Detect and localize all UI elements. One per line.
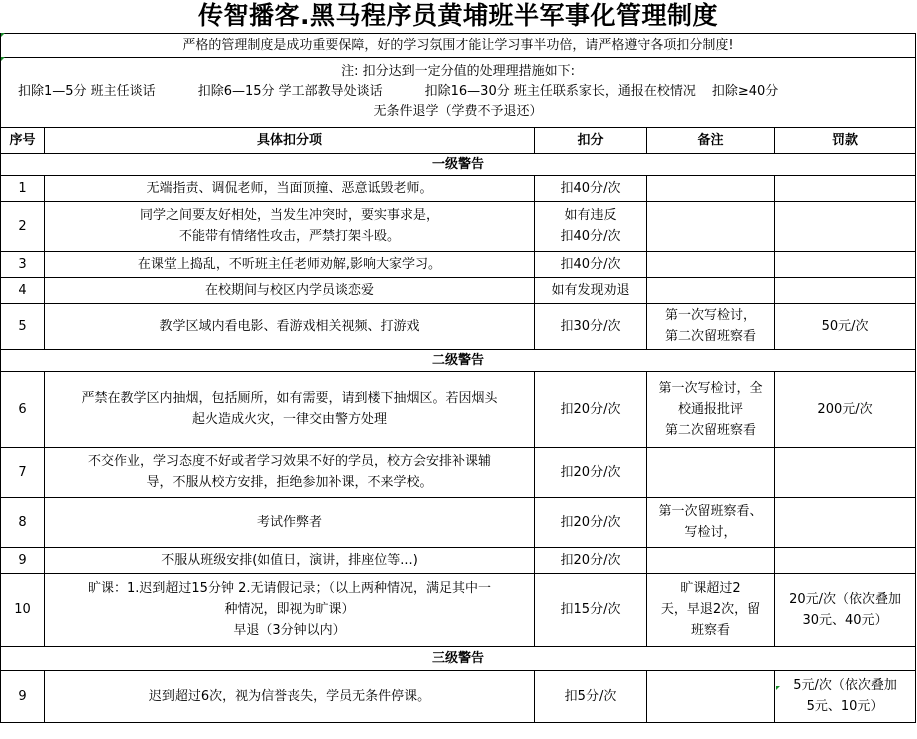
row-fine	[775, 201, 916, 251]
row-number: 9	[1, 670, 45, 722]
row-fine-line: 20元/次（依次叠加	[789, 591, 901, 607]
row-remark-line: 第一次写检讨，全	[658, 380, 763, 396]
notes-line-1: 注: 扣分达到一定分值的处理理措施如下:	[341, 64, 575, 79]
row-item-line: 种情况，即视为旷课）	[224, 602, 355, 617]
row-fine	[775, 251, 916, 277]
notes-line-3: 无条件退学（学费不予退还）	[373, 104, 543, 119]
row-remark	[647, 201, 775, 251]
row-number: 6	[1, 371, 45, 447]
row-fine-line: 5元、10元）	[806, 699, 884, 714]
row-item	[45, 497, 535, 547]
table-row	[1, 573, 916, 646]
section-level-1: 一级警告	[1, 153, 916, 175]
row-fine	[775, 497, 916, 547]
rule-2: 扣除6—15分 学工部教导处谈话	[197, 84, 383, 99]
row-number: 8	[1, 497, 45, 547]
row-item-line: 不能带有情绪性攻击，严禁打架斗殴。	[178, 229, 400, 244]
row-remark-line: 写检讨，	[684, 525, 737, 540]
row-item-line: 导，不服从校方安排，拒绝参加补课，不来学校。	[146, 475, 433, 490]
row-deduct	[535, 201, 647, 251]
row-remark	[647, 547, 775, 573]
row-item-line: 在校期间与校区内学员谈恋爱	[204, 282, 374, 298]
row-deduct-line: 如有违反	[564, 208, 617, 223]
row-deduct	[535, 497, 647, 547]
row-item	[45, 573, 535, 646]
table-row	[1, 547, 916, 573]
row-fine	[775, 547, 916, 573]
row-fine-line: 50元/次	[821, 318, 869, 334]
row-deduct	[535, 303, 647, 349]
row-fine-line: 5元/次（依次叠加	[793, 678, 897, 693]
row-item	[45, 670, 535, 722]
row-item-line: 起火造成火灾，一律交由警方处理	[191, 412, 387, 427]
row-remark	[647, 447, 775, 497]
row-number: 1	[1, 175, 45, 201]
table-row	[1, 303, 916, 349]
row-item-line: 严禁在教学区内抽烟，包括厕所，如有需要，请到楼下抽烟区。若因烟头	[81, 391, 498, 406]
row-item	[45, 371, 535, 447]
row-deduct	[535, 175, 647, 201]
row-item	[45, 447, 535, 497]
row-item	[45, 547, 535, 573]
row-deduct	[535, 277, 647, 303]
row-deduct-line: 扣20分/次	[560, 514, 621, 530]
row-item-line: 不交作业，学习态度不好或者学习效果不好的学员，校方会安排补课辅	[87, 454, 491, 469]
row-fine	[775, 573, 916, 646]
row-fine-line: 200元/次	[817, 401, 873, 417]
rule-1: 扣除1—5分 班主任谈话	[18, 84, 156, 99]
row-item	[45, 303, 535, 349]
section-level-2: 二级警告	[1, 349, 916, 371]
row-item-line: 不服从班级安排(如值日，演讲，排座位等...)	[161, 552, 418, 568]
notes-line-2	[4, 82, 912, 102]
row-remark	[647, 175, 775, 201]
row-deduct-line: 扣5分/次	[564, 688, 617, 704]
page-title: 传智播客.黑马程序员黄埔班半军事化管理制度	[1, 0, 916, 33]
header-row	[1, 127, 916, 153]
header-no: 序号	[1, 127, 45, 153]
header-fine: 罚款	[775, 127, 916, 153]
row-fine-line: 30元、40元）	[802, 612, 888, 628]
row-remark	[647, 573, 775, 646]
row-deduct	[535, 251, 647, 277]
row-item-line: 同学之间要友好相处，当发生冲突时，要实事求是，	[139, 208, 439, 223]
row-item	[45, 201, 535, 251]
row-item-line: 无端指责、调侃老师，当面顶撞、恶意诋毁老师。	[146, 180, 433, 196]
row-item-line: 在课堂上捣乱，不听班主任老师劝解,影响大家学习。	[137, 256, 442, 272]
row-item-line: 教学区域内看电影、看游戏相关视频、打游戏	[159, 318, 420, 334]
row-number: 7	[1, 447, 45, 497]
rule-3: 扣除16—30分 班主任联系家长，通报在校情况	[424, 84, 696, 99]
row-number: 4	[1, 277, 45, 303]
row-remark-line: 第二次留班察看	[664, 422, 756, 438]
row-deduct-line: 扣20分/次	[560, 401, 621, 417]
row-deduct-line: 扣40分/次	[560, 256, 621, 272]
row-item-line: 考试作弊者	[256, 514, 322, 530]
row-remark	[647, 670, 775, 722]
row-number: 2	[1, 201, 45, 251]
row-item-line: 迟到超过6次，视为信誉丧失，学员无条件停课。	[148, 688, 431, 704]
row-deduct	[535, 573, 647, 646]
row-remark-line: 第一次留班察看、	[658, 504, 763, 519]
intro-text: 严格的管理制度是成功重要保障，好的学习氛围才能让学习事半功倍，请严格遵守各项扣分制度!	[1, 33, 916, 57]
row-number: 5	[1, 303, 45, 349]
row-number: 9	[1, 547, 45, 573]
row-fine	[775, 670, 916, 722]
cell-comment-marker	[1, 33, 5, 37]
row-remark-line: 第一次写检讨，	[664, 308, 756, 323]
row-item	[45, 251, 535, 277]
table-row	[1, 251, 916, 277]
row-deduct-line: 扣15分/次	[560, 602, 621, 617]
row-remark	[647, 497, 775, 547]
row-deduct	[535, 547, 647, 573]
row-remark	[647, 251, 775, 277]
table-row	[1, 371, 916, 447]
table-row	[1, 670, 916, 722]
cell-comment-marker	[776, 686, 780, 690]
row-item	[45, 175, 535, 201]
row-deduct-line: 扣20分/次	[560, 464, 621, 480]
notes-cell	[1, 57, 916, 127]
row-remark-line: 校通报批评	[677, 401, 743, 417]
header-remark: 备注	[647, 127, 775, 153]
row-remark-line: 第二次留班察看	[664, 329, 756, 344]
row-item	[45, 277, 535, 303]
row-item-line: 早退（3分钟以内）	[233, 623, 346, 638]
row-fine	[775, 175, 916, 201]
row-fine	[775, 371, 916, 447]
row-remark	[647, 371, 775, 447]
row-deduct-line: 扣40分/次	[560, 180, 621, 196]
row-deduct-line: 扣40分/次	[560, 229, 621, 244]
row-deduct	[535, 670, 647, 722]
table-row	[1, 201, 916, 251]
table-row	[1, 447, 916, 497]
row-remark-line: 班察看	[690, 623, 730, 638]
table-row	[1, 277, 916, 303]
section-level-3: 三级警告	[1, 646, 916, 670]
table-row	[1, 175, 916, 201]
row-fine	[775, 303, 916, 349]
row-remark	[647, 303, 775, 349]
row-deduct-line: 扣30分/次	[560, 318, 621, 334]
row-remark-line: 天，早退2次，留	[660, 602, 761, 617]
row-remark	[647, 277, 775, 303]
header-item: 具体扣分项	[45, 127, 535, 153]
cell-comment-marker	[1, 57, 5, 61]
row-fine	[775, 277, 916, 303]
header-deduct: 扣分	[535, 127, 647, 153]
row-deduct	[535, 371, 647, 447]
row-number: 3	[1, 251, 45, 277]
row-deduct-line: 如有发现劝退	[551, 282, 630, 298]
row-deduct-line: 扣20分/次	[560, 552, 621, 568]
table-row	[1, 497, 916, 547]
row-number: 10	[1, 573, 45, 646]
row-deduct	[535, 447, 647, 497]
row-fine	[775, 447, 916, 497]
row-item-line: 旷课：1.迟到超过15分钟 2.无请假记录；（以上两种情况，满足其中一	[88, 581, 491, 596]
rule-4: 扣除≥40分	[711, 84, 779, 99]
row-remark-line: 旷课超过2	[680, 581, 741, 596]
